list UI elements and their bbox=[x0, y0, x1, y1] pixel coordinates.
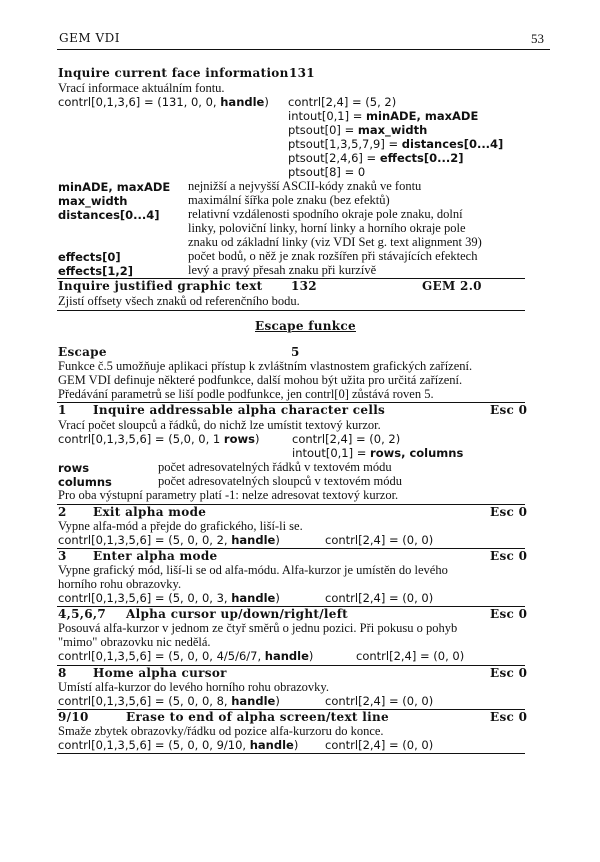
section-rule bbox=[57, 310, 525, 311]
justified-gem-version: GEM 2.0 bbox=[422, 279, 482, 293]
param-name: effects[1,2] bbox=[58, 264, 133, 278]
subfunction-number: 4,5,6,7 bbox=[58, 607, 107, 621]
subfunction-title: Exit alpha mode bbox=[93, 505, 207, 519]
subfunction-output: contrl[2,4] = (0, 0) bbox=[356, 649, 465, 663]
face-info-opcode: 131 bbox=[289, 66, 315, 80]
subfunction-desc: "mimo" obrazovku nic nedělá. bbox=[58, 635, 211, 649]
param-name: distances[0...4] bbox=[58, 208, 160, 222]
subfunction-note: Pro oba výstupní parametry platí -1: nelze adresovat textový kurzor. bbox=[58, 488, 399, 502]
param-name: max_width bbox=[58, 194, 128, 208]
param-desc: linky, poloviční linky, horní linky a horního okraje pole bbox=[188, 221, 466, 235]
subfunction-title: Enter alpha mode bbox=[93, 549, 218, 563]
contrl-suffix: ) bbox=[264, 95, 269, 109]
output-line: ptsout[0] = max_width bbox=[288, 123, 428, 137]
escape-title: Escape bbox=[58, 345, 107, 359]
param-name: effects[0] bbox=[58, 250, 121, 264]
escape-opcode: 5 bbox=[291, 345, 300, 359]
subfunction-number: 9/10 bbox=[58, 710, 89, 724]
face-info-desc: Vrací informace aktuálním fontu. bbox=[58, 81, 225, 95]
section-rule bbox=[57, 753, 525, 754]
escape-desc-line: GEM VDI definuje některé podfunkce, další mohou být užita pro určitá zařízení. bbox=[58, 373, 463, 387]
subfunction-desc: Umístí alfa-kurzor do levého horního rohu obrazovky. bbox=[58, 680, 329, 694]
escape-desc-line: Předávání parametrů se liší podle podfunkce, jen contrl[0] zůstává roven 5. bbox=[58, 387, 434, 401]
subfunction-contrl: contrl[0,1,3,5,6] = (5,0, 0, 1 rows) bbox=[58, 432, 260, 446]
contrl-text: contrl[0,1,3,6] = (131, 0, 0, bbox=[58, 95, 221, 109]
face-info-title: Inquire current face information bbox=[58, 66, 289, 80]
subfunction-desc: Smaže zbytek obrazovky/řádku od pozice alfa-kurzoru do konce. bbox=[58, 724, 384, 738]
subfunction-tag: Esc 0 bbox=[490, 403, 528, 417]
subfunction-output: contrl[2,4] = (0, 0) bbox=[325, 533, 434, 547]
justified-desc: Zjistí offsety všech znaků od referenčního bodu. bbox=[58, 294, 300, 308]
subfunction-output: contrl[2,4] = (0, 0) bbox=[325, 738, 434, 752]
subfunction-contrl: contrl[0,1,3,5,6] = (5, 0, 0, 2, handle) bbox=[58, 533, 280, 547]
param-name: rows bbox=[58, 461, 90, 475]
subfunction-output: contrl[2,4] = (0, 2) bbox=[292, 432, 401, 446]
subfunction-desc: Vypne grafický mód, liší-li se od alfa-módu. Alfa-kurzor je umístěn do levého bbox=[58, 563, 448, 577]
subfunction-number: 2 bbox=[58, 505, 67, 519]
param-desc: relativní vzdálenosti spodního okraje pole znaku, dolní bbox=[188, 207, 463, 221]
output-line: ptsout[2,4,6] = effects[0...2] bbox=[288, 151, 464, 165]
param-desc: znaku od základní linky (viz VDI Set g. text alignment 39) bbox=[188, 235, 482, 249]
subfunction-contrl: contrl[0,1,3,5,6] = (5, 0, 0, 4/5/6/7, handle) bbox=[58, 649, 314, 663]
output-line: contrl[2,4] = (5, 2) bbox=[288, 95, 397, 109]
page-number: 53 bbox=[531, 31, 544, 46]
param-desc: počet adresovatelných řádků v textovém módu bbox=[158, 460, 392, 474]
subfunction-output: contrl[2,4] = (0, 0) bbox=[325, 591, 434, 605]
subfunction-tag: Esc 0 bbox=[490, 607, 528, 621]
subfunction-contrl: contrl[0,1,3,5,6] = (5, 0, 0, 9/10, handle) bbox=[58, 738, 299, 752]
header-rule bbox=[57, 49, 550, 50]
subfunction-title: Alpha cursor up/down/right/left bbox=[126, 607, 349, 621]
subfunction-output: intout[0,1] = rows, columns bbox=[292, 446, 464, 460]
output-line: intout[0,1] = minADE, maxADE bbox=[288, 109, 479, 123]
param-desc: maximální šířka pole znaku (bez efektů) bbox=[188, 193, 390, 207]
running-header-title: GEM VDI bbox=[59, 31, 120, 45]
subfunction-tag: Esc 0 bbox=[490, 505, 528, 519]
escape-desc-line: Funkce č.5 umožňuje aplikaci přístup k zvláštním vlastnostem grafických zařízení. bbox=[58, 359, 473, 373]
escape-heading: Escape funkce bbox=[255, 319, 356, 333]
subfunction-title: Inquire addressable alpha character cells bbox=[93, 403, 386, 417]
output-line: ptsout[1,3,5,7,9] = distances[0...4] bbox=[288, 137, 504, 151]
subfunction-number: 3 bbox=[58, 549, 67, 563]
param-name: columns bbox=[58, 475, 112, 489]
subfunction-title: Home alpha cursor bbox=[93, 666, 227, 680]
subfunction-desc: Vrací počet sloupců a řádků, do nichž lze umístit textový kurzor. bbox=[58, 418, 381, 432]
subfunction-output: contrl[2,4] = (0, 0) bbox=[325, 694, 434, 708]
justified-title: Inquire justified graphic text bbox=[58, 279, 263, 293]
contrl-bold: handle bbox=[220, 95, 265, 109]
subfunction-contrl: contrl[0,1,3,5,6] = (5, 0, 0, 8, handle) bbox=[58, 694, 280, 708]
subfunction-contrl: contrl[0,1,3,5,6] = (5, 0, 0, 3, handle) bbox=[58, 591, 280, 605]
subfunction-tag: Esc 0 bbox=[490, 549, 528, 563]
param-desc: počet bodů, o něž je znak rozšířen při stávajících efektech bbox=[188, 249, 478, 263]
subfunction-tag: Esc 0 bbox=[490, 666, 528, 680]
param-desc: nejnižší a nejvyšší ASCII-kódy znaků ve fontu bbox=[188, 179, 422, 193]
param-desc: počet adresovatelných sloupců v textovém módu bbox=[158, 474, 403, 488]
justified-opcode: 132 bbox=[291, 279, 317, 293]
param-name: minADE, maxADE bbox=[58, 180, 171, 194]
param-desc: levý a pravý přesah znaku při kurzívě bbox=[188, 263, 377, 277]
subfunction-number: 1 bbox=[58, 403, 67, 417]
subfunction-number: 8 bbox=[58, 666, 67, 680]
subfunction-desc: Posouvá alfa-kurzor v jednom ze čtyř směrů o jednu pozici. Při pokusu o pohyb bbox=[58, 621, 458, 635]
subfunction-desc: Vypne alfa-mód a přejde do grafického, liší-li se. bbox=[58, 519, 303, 533]
face-info-contrl bbox=[58, 95, 269, 109]
output-line: ptsout[8] = 0 bbox=[288, 165, 366, 179]
subfunction-desc: horního rohu obrazovky. bbox=[58, 577, 182, 591]
subfunction-tag: Esc 0 bbox=[490, 710, 528, 724]
subfunction-title: Erase to end of alpha screen/text line bbox=[126, 710, 389, 724]
